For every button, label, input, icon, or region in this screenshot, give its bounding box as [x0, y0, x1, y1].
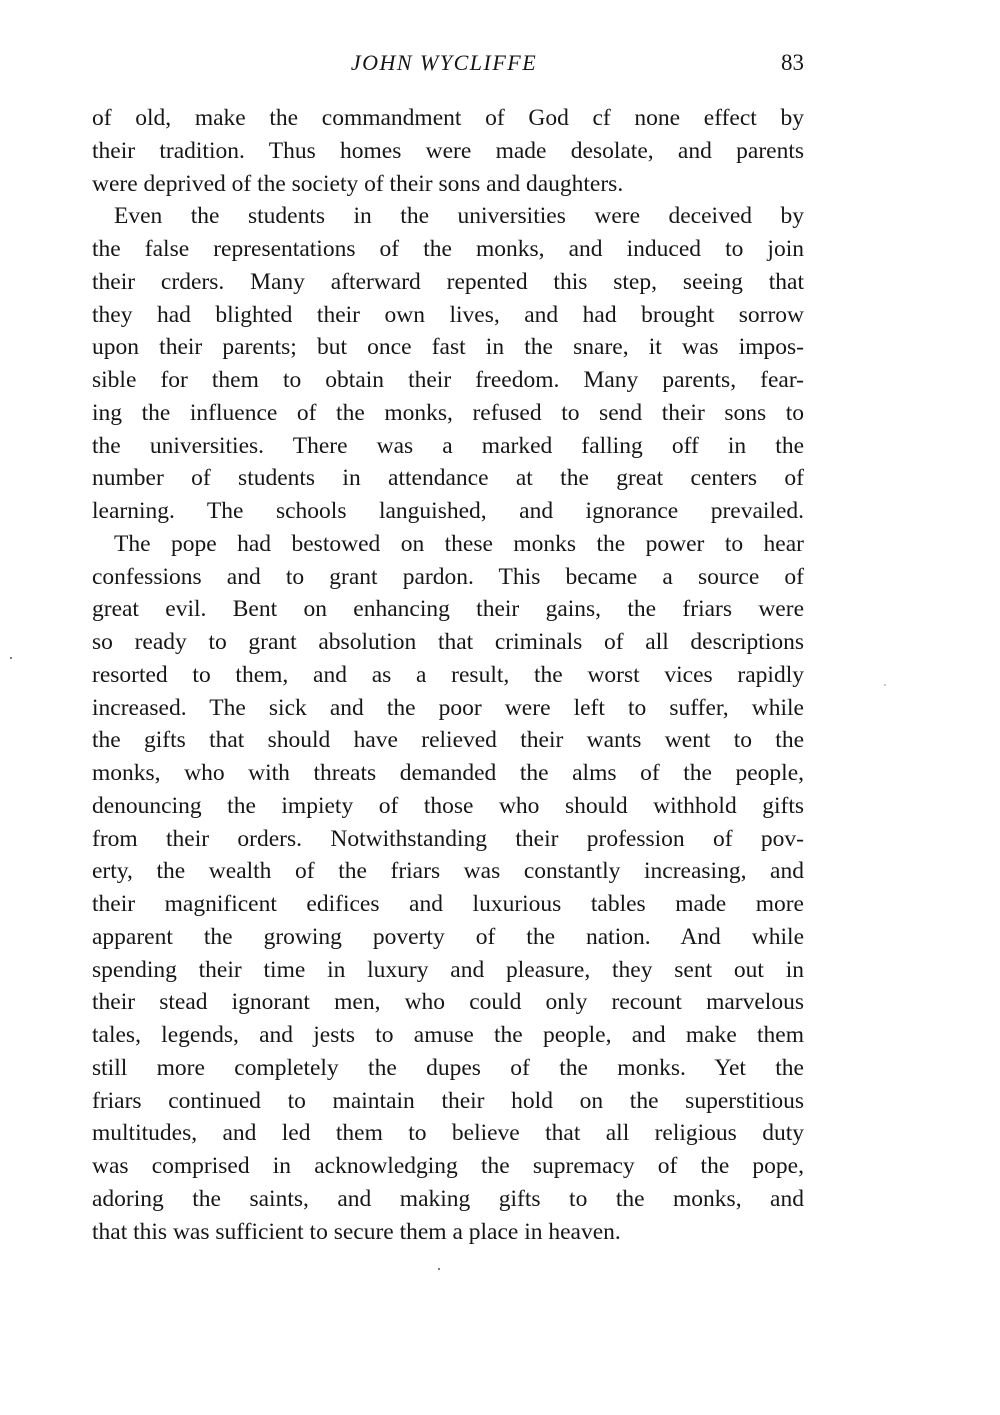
- text-line: apparent the growing poverty of the nation. And while: [92, 923, 804, 950]
- text-line: increased. The sick and the poor were left to suffer, while: [92, 694, 804, 721]
- running-head: [92, 50, 804, 84]
- text-line: upon their parents; but once fast in the snare, it was impos-: [92, 334, 804, 361]
- paragraph-2: [92, 200, 804, 528]
- text-line: tales, legends, and jests to amuse the people, and make them: [92, 1022, 804, 1048]
- text-line: erty, the wealth of the friars was constantly increasing, and: [92, 858, 804, 885]
- text-line: monks, who with threats demanded the alms of the people,: [92, 760, 804, 786]
- text-line: they had blighted their own lives, and had brought sorrow: [92, 301, 804, 328]
- text-line: the false representations of the monks, and induced to join: [92, 236, 804, 262]
- text-line: learning. The schools languished, and ignorance prevailed.: [92, 498, 804, 524]
- text-line: their tradition. Thus homes were made desolate, and parents: [92, 137, 804, 164]
- text-line: that this was sufficient to secure them a place in heaven.: [92, 1218, 621, 1245]
- running-title-text: JOHN WYCLIFFE: [350, 50, 538, 75]
- text-line: multitudes, and led them to believe that all religious duty: [92, 1120, 804, 1147]
- text-line: number of students in attendance at the great centers of: [92, 465, 804, 492]
- text-line: still more completely the dupes of the monks. Yet the: [92, 1054, 804, 1081]
- text-line: their crders. Many afterward repented this step, seeing that: [92, 268, 804, 295]
- scan-speck: [884, 684, 886, 686]
- body-text: [92, 102, 804, 1248]
- text-line: from their orders. Notwithstanding their profession of pov-: [92, 825, 804, 852]
- text-line: friars continued to maintain their hold on the superstitious: [92, 1087, 804, 1114]
- scan-speck: [10, 657, 12, 659]
- text-line: their stead ignorant men, who could only recount marvelous: [92, 989, 804, 1016]
- text-line: the universities. There was a marked falling off in the: [92, 432, 804, 459]
- text-line: ing the influence of the monks, refused to send their sons to: [92, 399, 804, 426]
- text-line: spending their time in luxury and pleasure, they sent out in: [92, 956, 804, 983]
- running-title: [92, 50, 804, 76]
- text-line: adoring the saints, and making gifts to the monks, and: [92, 1185, 804, 1212]
- text-line: their magnificent edifices and luxurious tables made more: [92, 891, 804, 917]
- text-line: The pope had bestowed on these monks the power to hear: [114, 530, 804, 557]
- text-line: Even the students in the universities were deceived by: [114, 203, 804, 230]
- text-line: great evil. Bent on enhancing their gains, the friars were: [92, 596, 804, 623]
- text-line: sible for them to obtain their freedom. Many parents, fear-: [92, 367, 804, 393]
- text-line: resorted to them, and as a result, the worst vices rapidly: [92, 661, 804, 688]
- text-line: was comprised in acknowledging the supremacy of the pope,: [92, 1153, 804, 1179]
- text-line: were deprived of the society of their sons and daughters.: [92, 170, 624, 197]
- paragraph-1: [92, 102, 804, 200]
- text-line: confessions and to grant pardon. This became a source of: [92, 563, 804, 590]
- scan-speck: [438, 1268, 440, 1270]
- text-line: denouncing the impiety of those who should withhold gifts: [92, 792, 804, 819]
- text-line: the gifts that should have relieved their wants went to the: [92, 727, 804, 754]
- paragraph-3: [92, 528, 804, 1249]
- text-line: so ready to grant absolution that criminals of all descriptions: [92, 629, 804, 655]
- page-number: 83: [781, 50, 804, 75]
- text-line: of old, make the commandment of God cf none effect by: [92, 105, 804, 131]
